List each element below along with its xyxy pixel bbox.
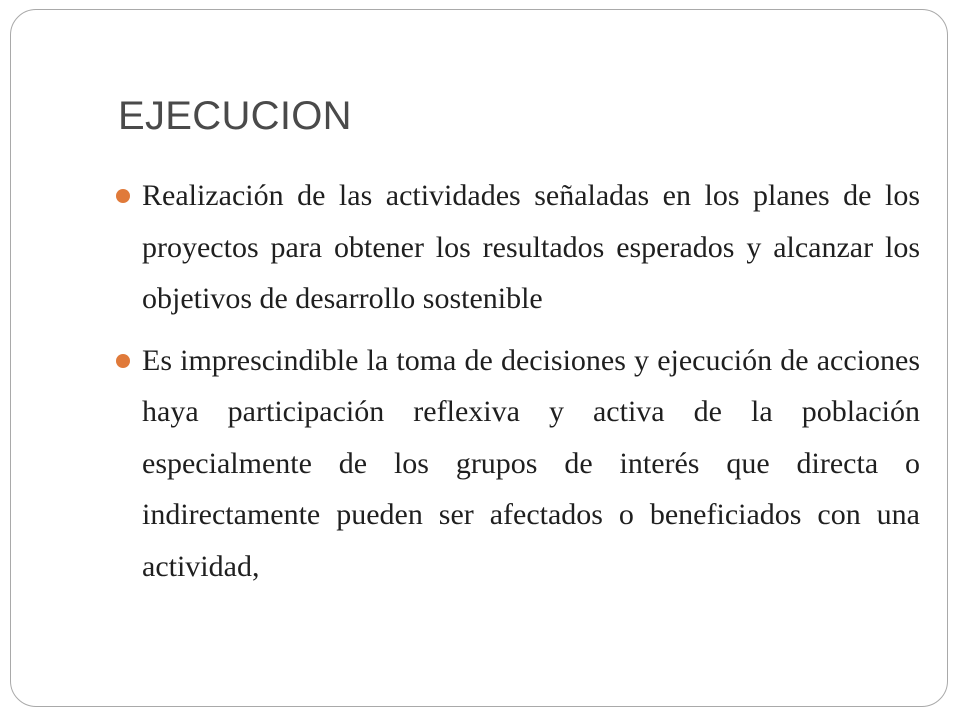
bullet-item [116,170,920,325]
bullet-item [116,335,920,593]
bullet-text: Es imprescindible la toma de decisiones y ejecución de acciones haya participación reflexiva y activa de la población especialmente de los grupos de interés que directa o indirectamente pueden ser afectados o beneficiados con una actividad, [142,343,920,583]
slide-title: EJECUCION [118,94,352,138]
bullet-dot-icon [116,354,130,368]
slide-frame [10,9,948,707]
bullet-dot-icon [116,189,130,203]
bullet-text: Realización de las actividades señaladas en los planes de los proyectos para obtener los resultados esperados y alcanzar los objetivos de desarrollo sostenible [142,179,920,315]
bullet-list [116,170,920,602]
